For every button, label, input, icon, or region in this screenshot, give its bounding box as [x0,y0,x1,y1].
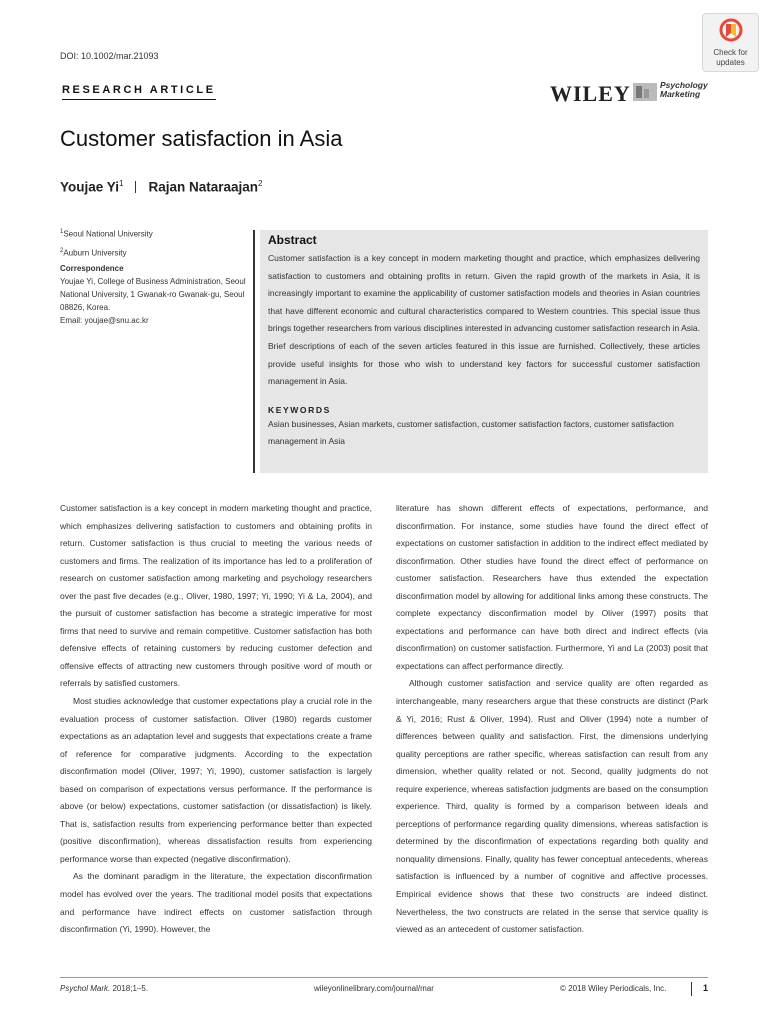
abstract-box [260,230,708,473]
body-paragraph: Customer satisfaction is a key concept in modern marketing thought and practice, which emphasizes delivering satisfaction to customers and obtaining profits in return. Customer satisfaction is thus crucial to meeting the various needs of customers and firms. The realization of its importance has led to a proliferation of research on customer satisfaction among marketing and psychology researchers over the past five decades (e.g., Oliver, 1980, 1997; Yi, 1990; Yi & La, 2004), and the pursuit of customer satisfaction has become a strategic imperative for most firms that need to survive and remain competitive. Customer satisfaction has both defensive effects of retaining customers by reducing customer defection and offensive effects of attracting new customers through positive word of mouth or referrals by satisfied customers. [60,503,372,689]
correspondence-email[interactable]: Email: youjae@snu.ac.kr [60,316,149,326]
abstract-divider [253,230,255,473]
author-sup: 1 [119,179,124,188]
affiliation-text: Seoul National University [63,229,153,239]
body-column-right [396,500,708,939]
badge-text-2: updates [716,58,745,67]
page-number: 1 [703,983,709,993]
affiliation-text: Auburn University [63,248,127,258]
author-sup: 2 [258,179,263,188]
abstract-heading: Abstract [268,233,317,247]
footer-url[interactable]: wileyonlinelibrary.com/journal/mar [314,984,434,993]
journal-logo-text [660,81,708,99]
footer-copyright: © 2018 Wiley Periodicals, Inc. [560,984,667,993]
correspondence-text: Youjae Yi, College of Business Administration, Seoul National University, 1 Gwanak-ro Gwanak-gu, Seoul 08826, Korea. [60,277,246,313]
doi: DOI: 10.1002/mar.21093 [60,51,159,61]
author-list [60,179,263,195]
check-updates-icon [719,18,743,42]
body-paragraph: Most studies acknowledge that customer expectations play a crucial role in the evaluation process of customer satisfaction. Oliver (1980) regards customer expectations as an adaptation level and suggests that expectations create a frame of reference for comparative judgments. According to the expectation disconfirmation model (Oliver, 1997; Yi, 1990), customer satisfaction is largely based on comparison of expectations versus performance. If the performance is above (or below) expectations, customer satisfaction (or dissatisfaction) is likely. That is, satisfaction results from experiencing performance better than expected (positive disconfirmation), whereas dissatisfaction results from experiencing performance worse than expected (negative disconfirmation). [60,696,372,864]
journal-logo-line-1: Psychology [660,80,708,90]
footer-year-pages: 2018;1–5. [110,984,149,993]
author-name[interactable]: Rajan Nataraajan [148,179,259,195]
keywords-heading: KEYWORDS [268,404,331,415]
footer-journal: Psychol Mark. [60,984,111,993]
check-for-updates-badge[interactable] [702,13,759,72]
author-name[interactable]: Youjae Yi [60,179,120,195]
author-separator [135,181,136,193]
affiliation-sup: 2 [60,247,64,254]
article-type-label: RESEARCH ARTICLE [62,84,216,100]
affiliations [60,226,252,327]
badge-text-1: Check for [713,48,748,57]
affiliation-line [60,226,252,241]
article-title: Customer satisfaction in Asia [60,126,343,151]
abstract-text: Customer satisfaction is a key concept in modern marketing thought and practice, which emphasizes delivering satisfaction to customers and obtaining profits in return. Given the rapid growth of the markets in Asia, it is increasingly important to examine the applicability of customer satisfaction models and theories in Asian countries that have different economic and cultural characteristics compared to Western countries. This special issue thus brings together researchers from various disciplines interested in advancing customer satisfaction research in Asia. Brief descriptions of each of the seven articles featured in this issue are furnished. Collectively, these articles provide useful insights for those who wish to understand key factors for successful customer satisfaction management in Asia. [268,253,700,387]
footer-rule [60,977,708,978]
correspondence-label: Correspondence [60,264,124,274]
affiliation-sup: 1 [60,229,64,235]
keywords-text: Asian businesses, Asian markets, customer satisfaction, customer satisfaction factors, customer satisfaction management in Asia [268,418,674,447]
affiliation-line [60,245,252,260]
journal-logo-line-2: Marketing [660,89,701,99]
body-paragraph: As the dominant paradigm in the literature, the expectation disconfirmation model has evolved over the years. The traditional model posits that expectations and performance have indirect effects on customer satisfaction through disconfirmation (Yi, 1990). However, the [60,871,372,935]
body-paragraph: Although customer satisfaction and service quality are often regarded as interchangeable, many researchers argue that these constructs are distinct (Park & Yi, 2016; Rust & Oliver, 1994). Rust and Oliver (1994) note a number of differences between quality and satisfaction. First, the dimensions underlying quality perceptions are rather specific, whereas satisfaction can result from any dimension, whether quality related or not. Second, quality judgments do not require experience, whereas satisfaction judgments are based on the consumption experience. Third, quality is formed by a comparison between ideals and perceptions of performance regarding quality dimensions, whereas satisfaction is determined by the disconfirmation of expectations regarding both quality and nonquality dimensions. Finally, quality has fewer conceptual antecedents, whereas satisfaction is influenced by a number of cognitive and affective processes. Empirical evidence shows that these two constructs are indeed distinct. Nevertheless, the two constructs are related in the sense that service quality is viewed as an antecedent of customer satisfaction. [396,678,708,935]
body-paragraph: literature has shown different effects of expectations, performance, and disconfirmation. For instance, some studies have found the direct effect of expectations on customer satisfaction in addition to the indirect effect mediated by disconfirmation. Other studies have found the direct effect of performance on customer satisfaction. Researchers have thus extended the expectation disconfirmation model by allowing for additional links among these constructs. The complete expectancy disconfirmation model by Oliver (1997) posits that expectations and performance can have both direct and indirect effects (via disconfirmation) on customer satisfaction. Furthermore, Yi and La (2003) posit that expectations can affect performance directly. [396,503,708,671]
page-number-divider [691,982,692,996]
publisher-logo: WILEY [550,81,631,106]
footer-citation [60,984,148,993]
body-column-left [60,500,372,939]
